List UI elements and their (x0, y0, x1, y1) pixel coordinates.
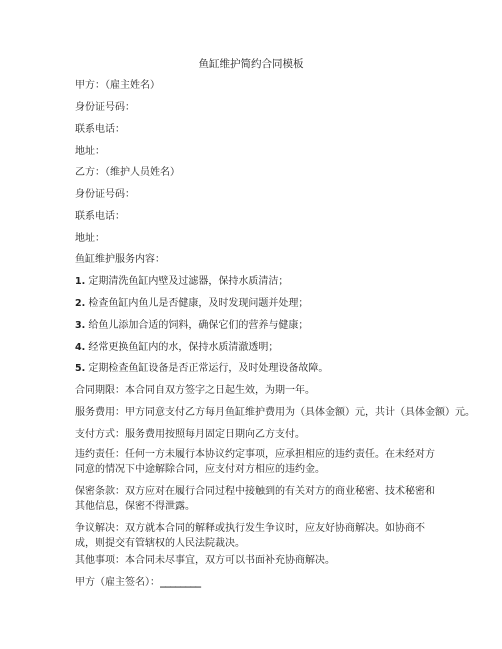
party-a-id-label: 身份证号码： (75, 102, 135, 113)
signature-label: 甲方（雇主签名）： (75, 577, 160, 588)
services-heading: 鱼缸维护服务内容： (75, 254, 165, 265)
document-title: 鱼缸维护简约合同模板 (198, 58, 304, 70)
party-b-phone-label: 联系电话： (75, 211, 125, 222)
service-item-number: 2. (75, 298, 86, 309)
party-b-id-label: 身份证号码： (75, 189, 135, 200)
confidentiality-clause: 保密条款：双方应对在履行合同过程中接触到的有关对方的商业秘密、技术秘密和其他信息，保密不得泄露。 (75, 486, 435, 512)
party-b-label: 乙方：（维护人员姓名） (75, 167, 180, 178)
party-a-address-label: 地址： (75, 146, 105, 157)
service-item-text: 定期检查鱼缸设备是否正常运行，及时处理设备故障。 (88, 363, 329, 374)
service-item-text: 经常更换鱼缸内的水，保持水质清澈透明； (88, 342, 279, 353)
party-b-address-label: 地址： (75, 233, 105, 244)
service-item-text: 定期清洗鱼缸内壁及过滤器，保持水质清洁； (88, 276, 289, 287)
service-item-text: 检查鱼缸内鱼儿是否健康，及时发现问题并处理； (88, 298, 309, 309)
party-a-phone-label: 联系电话： (75, 124, 125, 135)
signature-blank: ________ (160, 577, 201, 588)
dispute-clause: 争议解决：双方就本合同的解释或执行发生争议时，应友好协商解决。如协商不成，则提交有管辖权的人民法院裁决。 (75, 523, 425, 549)
service-item-text: 给鱼儿添加合适的饲料，确保它们的营养与健康； (88, 320, 309, 331)
service-item (75, 297, 308, 311)
service-item (75, 275, 288, 289)
service-item-number: 3. (75, 320, 86, 331)
signature-line (75, 576, 200, 590)
service-item (75, 362, 328, 376)
service-item (75, 319, 308, 333)
service-item-number: 1. (75, 276, 86, 287)
party-a-label: 甲方：（雇主姓名） (75, 80, 160, 91)
service-item-number: 4. (75, 342, 86, 353)
payment-method: 支付方式：服务费用按照每月固定日期向乙方支付。 (75, 429, 305, 440)
other-matters: 其他事项：本合同未尽事宜，双方可以书面补充协商解决。 (75, 555, 335, 566)
breach-clause: 违约责任：任何一方未履行本协议约定事项，应承担相应的违约责任。在未经对方同意的情况下中途解除合同，应支付对方相应的违约金。 (75, 449, 435, 475)
service-item (75, 341, 278, 355)
contract-term: 合同期限：本合同自双方签字之日起生效，为期一年。 (75, 385, 315, 396)
service-fee: 服务费用：甲方同意支付乙方每月鱼缸维护费用为（具体金额）元，共计（具体金额）元。 (75, 407, 475, 418)
service-item-number: 5. (75, 363, 86, 374)
